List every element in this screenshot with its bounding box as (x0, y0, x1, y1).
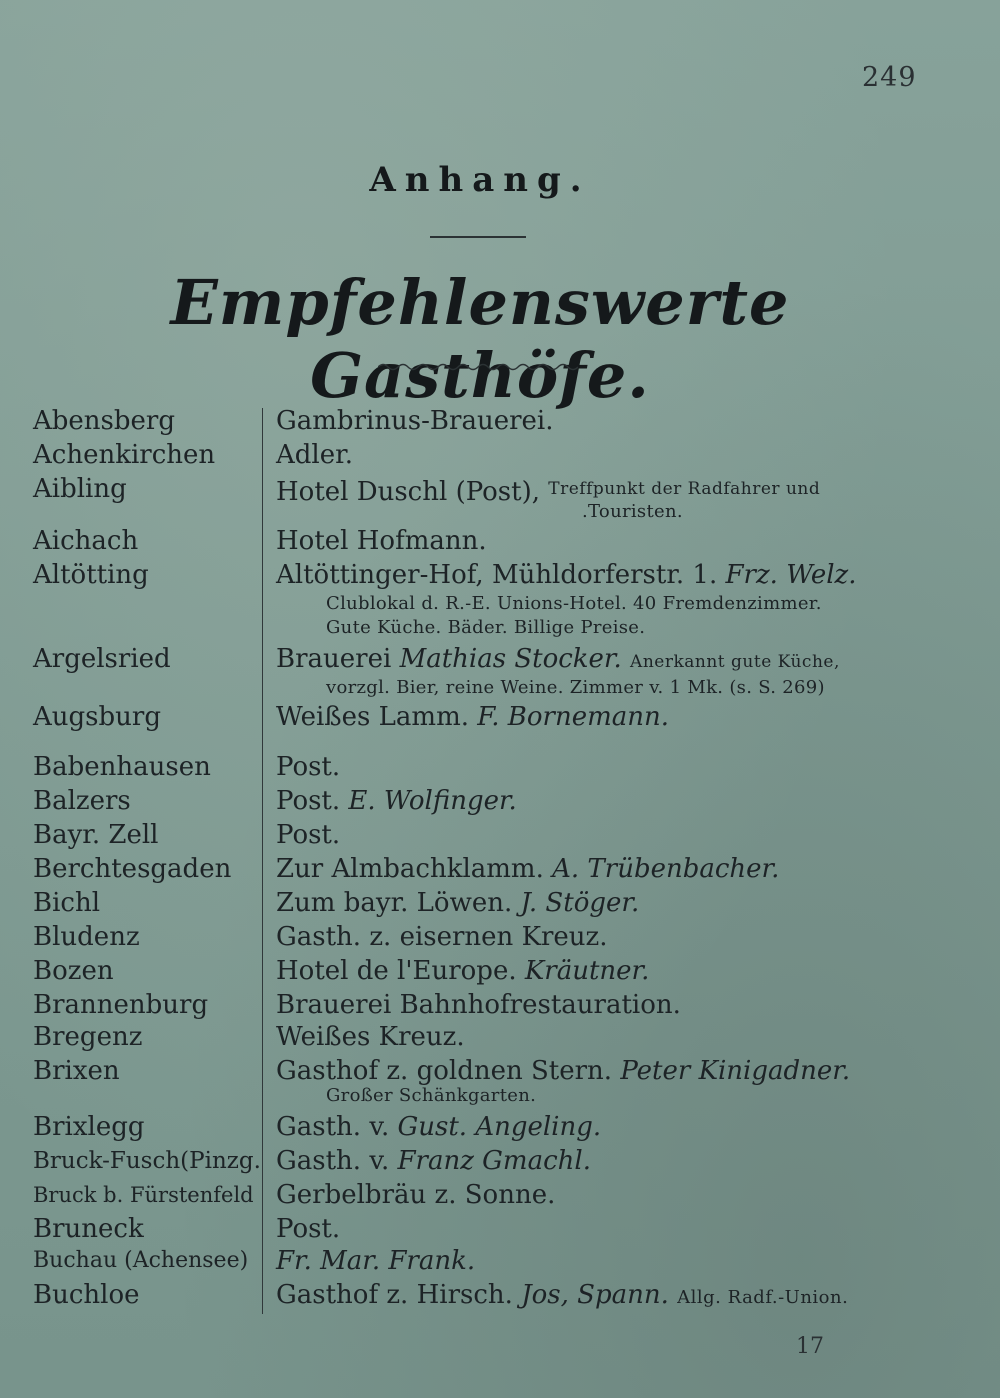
hotel-name: Brauerei Bahnhofrestauration. (276, 990, 681, 1020)
hotel-note: Großer Schänkgarten. (326, 1085, 537, 1106)
proprietor-name: Frz. Welz. (725, 560, 857, 590)
hotel-entry (276, 988, 936, 1022)
list-item (0, 438, 1000, 472)
hotel-name: Post. (276, 1214, 341, 1244)
proprietor-name: Fr. Mar. Frank. (276, 1246, 476, 1276)
hotel-name: Gasth. v. (276, 1146, 390, 1176)
proprietor-name: E. Wolfinger. (348, 786, 517, 816)
place-name: Achenkirchen (33, 440, 216, 470)
hotel-name: Post. (276, 820, 341, 850)
place-name: Bludenz (33, 922, 140, 952)
divider-rule (430, 236, 526, 238)
hotel-entry (276, 1278, 936, 1315)
hotel-entry (276, 886, 936, 920)
hotel-entry (276, 404, 936, 438)
proprietor-name: Jos, Spann. (521, 1280, 669, 1310)
place-name: Balzers (33, 786, 131, 816)
hotel-name: Brauerei (276, 644, 392, 674)
hotel-entry (276, 1244, 936, 1278)
place-name: Buchloe (33, 1280, 140, 1310)
hotel-entry (276, 700, 936, 734)
list-item (0, 818, 1000, 852)
proprietor-name: Gust. Angeling. (397, 1112, 602, 1142)
place-name: Argelsried (33, 644, 171, 674)
hotel-entry (276, 558, 936, 592)
hotel-name: Gasth. v. (276, 1112, 390, 1142)
place-name: Bayr. Zell (33, 820, 159, 850)
hotel-name: Altöttinger-Hof, Mühldorferstr. 1. (276, 560, 718, 590)
place-name: Abensberg (33, 406, 175, 436)
list-item (0, 1178, 1000, 1212)
hotel-name: Adler. (276, 440, 353, 470)
list-item (0, 784, 1000, 818)
list-item (0, 750, 1000, 784)
place-name: Brixen (33, 1056, 120, 1086)
hotel-name: Zur Almbachklamm. (276, 854, 544, 884)
hotel-note-continuation: Gute Küche. Bäder. Billige Preise. (326, 617, 646, 638)
hotel-entry (276, 750, 936, 784)
hotel-entry (276, 954, 936, 988)
hotel-note-continuation: .Touristen. (582, 501, 683, 522)
proprietor-name: Franz Gmachl. (397, 1146, 591, 1176)
place-name: Aichach (33, 526, 139, 556)
signature-mark: 17 (796, 1334, 824, 1359)
hotel-name: Weißes Kreuz. (276, 1022, 465, 1052)
section-heading: Anhang. (369, 160, 591, 200)
hotel-name: Gambrinus-Brauerei. (276, 406, 554, 436)
hotel-name: Gasthof z. Hirsch. (276, 1280, 513, 1310)
hotel-name: Hotel Hofmann. (276, 526, 487, 556)
hotel-note: vorzgl. Bier, reine Weine. Zimmer v. 1 Mk. (s. S. 269) (326, 677, 825, 698)
hotel-entry (276, 1144, 936, 1178)
place-name: Altötting (33, 560, 149, 590)
hotel-extra: Anerkannt gute Küche, (630, 652, 840, 672)
place-name: Bruck-Fusch(Pinzg. (33, 1148, 261, 1174)
hotel-entry (276, 818, 936, 852)
list-item (0, 404, 1000, 438)
list-item (0, 558, 1000, 592)
place-name: Bruck b. Fürstenfeld (33, 1183, 254, 1207)
list-item (0, 524, 1000, 558)
list-item (0, 1110, 1000, 1144)
list-item (0, 1244, 1000, 1278)
list-item (0, 988, 1000, 1022)
list-item (0, 1278, 1000, 1312)
hotel-name: Gasth. z. eisernen Kreuz. (276, 922, 608, 952)
hotel-note: Treffpunkt der Radfahrer und (548, 479, 821, 499)
list-item (0, 852, 1000, 886)
place-name: Bozen (33, 956, 114, 986)
page-title: Empfehlenswerte Gasthöfe. (170, 266, 790, 412)
hotel-entry (276, 1178, 936, 1212)
proprietor-name: Peter Kinigadner. (620, 1056, 851, 1086)
page-number: 249 (862, 62, 917, 93)
hotel-entry (276, 1212, 936, 1246)
hotel-name: Gerbelbräu z. Sonne. (276, 1180, 556, 1210)
hotel-name: Post. (276, 752, 341, 782)
hotel-entry (276, 852, 936, 886)
ornament-wave-divider (378, 360, 578, 374)
list-item (0, 1054, 1000, 1088)
place-name: Brannenburg (33, 990, 209, 1020)
place-name: Aibling (33, 474, 127, 504)
hotel-name: Post. (276, 786, 341, 816)
hotel-entry (276, 784, 936, 818)
hotel-name: Gasthof z. goldnen Stern. (276, 1056, 613, 1086)
hotel-name: Hotel Duschl (Post), (276, 477, 540, 507)
hotel-entry (276, 1054, 936, 1088)
place-name: Berchtesgaden (33, 854, 232, 884)
list-item (0, 886, 1000, 920)
hotel-entry (276, 642, 936, 679)
place-name: Buchau (Achensee) (33, 1248, 249, 1273)
list-item (0, 642, 1000, 676)
hotel-entry (276, 1020, 936, 1054)
hotel-extra: Allg. Radf.-Union. (677, 1287, 849, 1308)
proprietor-name: J. Stöger. (520, 888, 640, 918)
list-item (0, 1144, 1000, 1178)
list-item (0, 954, 1000, 988)
hotel-note: Clublokal d. R.-E. Unions-Hotel. 40 Fremdenzimmer. (326, 593, 822, 614)
list-item (0, 1020, 1000, 1054)
list-item (0, 700, 1000, 734)
proprietor-name: Mathias Stocker. (399, 644, 622, 674)
list-item (0, 472, 1000, 506)
proprietor-name: Kräutner. (524, 956, 650, 986)
hotel-name: Zum bayr. Löwen. (276, 888, 513, 918)
list-item (0, 920, 1000, 954)
hotel-entry (276, 438, 936, 472)
proprietor-name: A. Trübenbacher. (552, 854, 780, 884)
hotel-entry (276, 920, 936, 954)
place-name: Augsburg (33, 702, 161, 732)
place-name: Bregenz (33, 1022, 143, 1052)
hotel-name: Hotel de l'Europe. (276, 956, 517, 986)
place-name: Babenhausen (33, 752, 211, 782)
hotel-entry (276, 524, 936, 558)
hotel-name: Weißes Lamm. (276, 702, 470, 732)
place-name: Bruneck (33, 1214, 144, 1244)
list-item (0, 1212, 1000, 1246)
place-name: Brixlegg (33, 1112, 145, 1142)
proprietor-name: F. Bornemann. (477, 702, 670, 732)
hotel-entry (276, 1110, 936, 1144)
place-name: Bichl (33, 888, 101, 918)
